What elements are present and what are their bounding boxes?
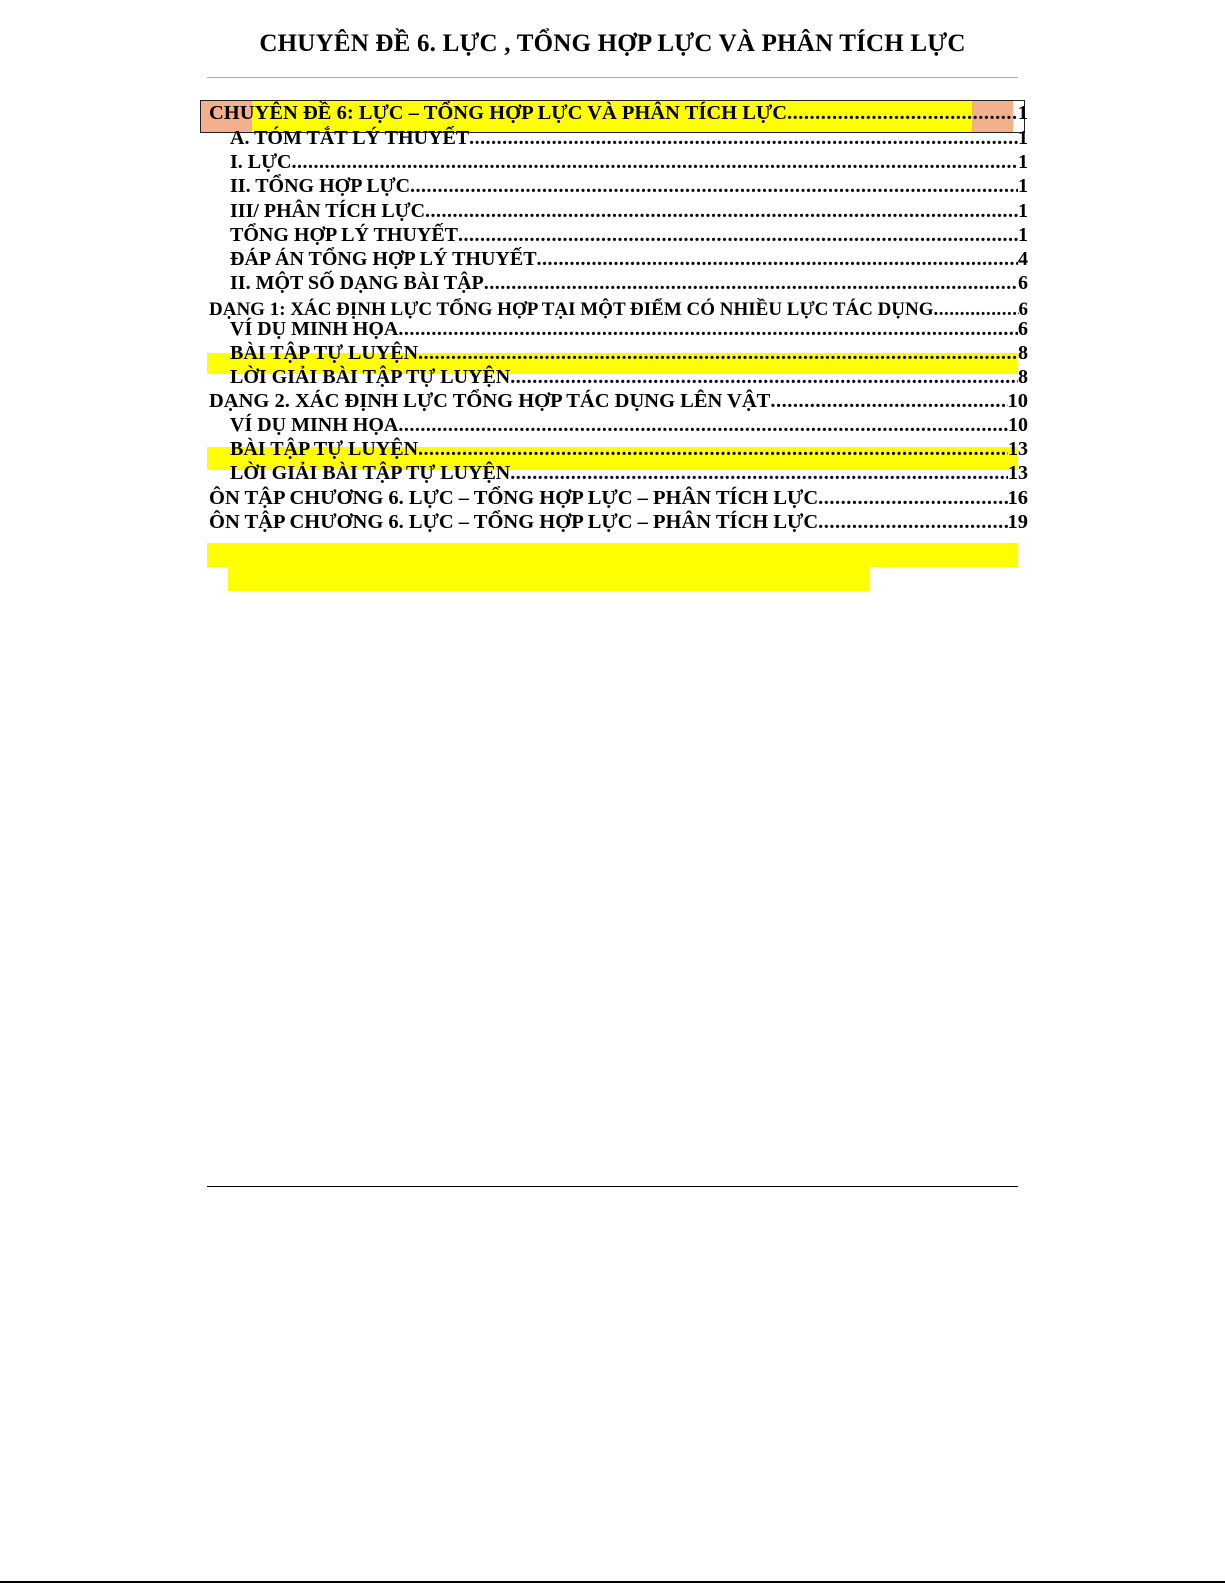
toc-entry-page: 13 xyxy=(1008,438,1028,460)
toc-entry-page: 1 xyxy=(1018,200,1028,222)
toc-leader xyxy=(469,126,1018,150)
toc-entry[interactable] xyxy=(230,271,1028,295)
text-highlight xyxy=(207,543,1018,567)
toc-entry-label: II. TỔNG HỢP LỰC xyxy=(230,175,411,197)
toc-leader xyxy=(510,365,1018,389)
toc-entry-label: LỜI GIẢI BÀI TẬP TỰ LUYỆN xyxy=(230,462,511,484)
toc-entry-label: DẠNG 2. XÁC ĐỊNH LỰC TỔNG HỢP TÁC DỤNG LÊN VẬT xyxy=(209,390,771,412)
toc-entry-label: BÀI TẬP TỰ LUYỆN xyxy=(230,438,419,460)
toc-leader xyxy=(787,101,1018,125)
toc-entry[interactable] xyxy=(230,247,1028,271)
toc-leader xyxy=(418,341,1018,365)
toc-entry[interactable] xyxy=(209,510,1028,534)
toc-entry-label: DẠNG 1: XÁC ĐỊNH LỰC TỔNG HỢP TẠI MỘT ĐIỂM CÓ NHIỀU LỰC TÁC DỤNG xyxy=(209,299,934,320)
toc-entry-page: 1 xyxy=(1017,102,1028,124)
toc-entry-label: TỔNG HỢP LÝ THUYẾT xyxy=(230,224,459,246)
toc-entry-page: 19 xyxy=(1007,511,1028,533)
toc-entry-label: VÍ DỤ MINH HỌA xyxy=(230,318,399,340)
toc-entry-label: CHUYÊN ĐỀ 6: LỰC – TỔNG HỢP LỰC VÀ PHÂN TÍCH LỰC xyxy=(209,102,788,124)
footer-divider xyxy=(207,1186,1018,1187)
toc-entry-label: BÀI TẬP TỰ LUYỆN xyxy=(230,342,419,364)
toc-entry-page: 1 xyxy=(1018,224,1028,246)
toc-entry-page: 16 xyxy=(1007,487,1028,509)
toc-leader xyxy=(537,247,1018,271)
toc-leader xyxy=(818,510,1007,534)
toc-entry[interactable] xyxy=(230,461,1028,485)
toc-entry-label: III/ PHÂN TÍCH LỰC xyxy=(230,200,426,222)
page-header-title: CHUYÊN ĐỀ 6. LỰC , TỔNG HỢP LỰC VÀ PHÂN TÍCH LỰC xyxy=(259,30,966,57)
toc-entry[interactable] xyxy=(230,341,1028,365)
toc-entry[interactable] xyxy=(230,223,1028,247)
toc-entry-page: 1 xyxy=(1018,175,1028,197)
toc-entry-page: 6 xyxy=(1018,299,1028,320)
toc-leader xyxy=(418,437,1008,461)
toc-entry-label: ÔN TẬP CHƯƠNG 6. LỰC – TỔNG HỢP LỰC – PHÂN TÍCH LỰC xyxy=(209,487,819,509)
header-divider xyxy=(207,77,1018,78)
toc-leader xyxy=(510,461,1008,485)
toc-leader xyxy=(425,199,1018,223)
toc-entry[interactable] xyxy=(209,101,1028,125)
toc-entry-label: I. LỰC xyxy=(230,151,292,173)
toc-entry-label: ÔN TẬP CHƯƠNG 6. LỰC – TỔNG HỢP LỰC – PHÂN TÍCH LỰC xyxy=(209,511,819,533)
toc-leader xyxy=(484,271,1018,295)
toc-entry[interactable] xyxy=(209,486,1028,510)
toc-entry[interactable] xyxy=(230,413,1028,437)
toc-entry-page: 6 xyxy=(1018,318,1028,340)
toc-entry[interactable] xyxy=(230,199,1028,223)
toc-entry-page: 6 xyxy=(1018,272,1028,294)
toc-entry-page: 4 xyxy=(1018,248,1028,270)
toc-entry-page: 10 xyxy=(1008,414,1028,436)
text-highlight xyxy=(228,567,869,591)
toc-leader xyxy=(398,413,1008,437)
toc-entry-page: 1 xyxy=(1018,127,1028,149)
toc-entry-label: A. TÓM TẮT LÝ THUYẾT xyxy=(230,127,470,149)
toc-entry[interactable] xyxy=(230,317,1028,341)
toc-entry-label: II. MỘT SỐ DẠNG BÀI TẬP xyxy=(230,272,484,294)
page-edge-line xyxy=(0,1581,1225,1583)
toc-entry[interactable] xyxy=(230,437,1028,461)
toc-entry[interactable] xyxy=(230,174,1028,198)
toc-entry-page: 10 xyxy=(1007,390,1028,412)
toc-entry-label: ĐÁP ÁN TỔNG HỢP LÝ THUYẾT xyxy=(230,248,537,270)
toc-entry-label: LỜI GIẢI BÀI TẬP TỰ LUYỆN xyxy=(230,366,511,388)
toc-leader xyxy=(818,486,1007,510)
toc-entry-page: 1 xyxy=(1018,151,1028,173)
toc-entry[interactable] xyxy=(230,365,1028,389)
toc-leader xyxy=(770,389,1007,413)
toc-entry-page: 8 xyxy=(1018,366,1028,388)
toc-leader xyxy=(291,150,1018,174)
toc-entry-page: 8 xyxy=(1018,342,1028,364)
toc-entry[interactable] xyxy=(230,126,1028,150)
toc-entry[interactable] xyxy=(209,389,1028,413)
toc-leader xyxy=(458,223,1018,247)
toc-entry-label: VÍ DỤ MINH HỌA xyxy=(230,414,399,436)
toc-entry[interactable] xyxy=(230,150,1028,174)
toc-leader xyxy=(398,317,1018,341)
toc-entry-page: 13 xyxy=(1008,462,1028,484)
toc-leader xyxy=(410,174,1018,198)
